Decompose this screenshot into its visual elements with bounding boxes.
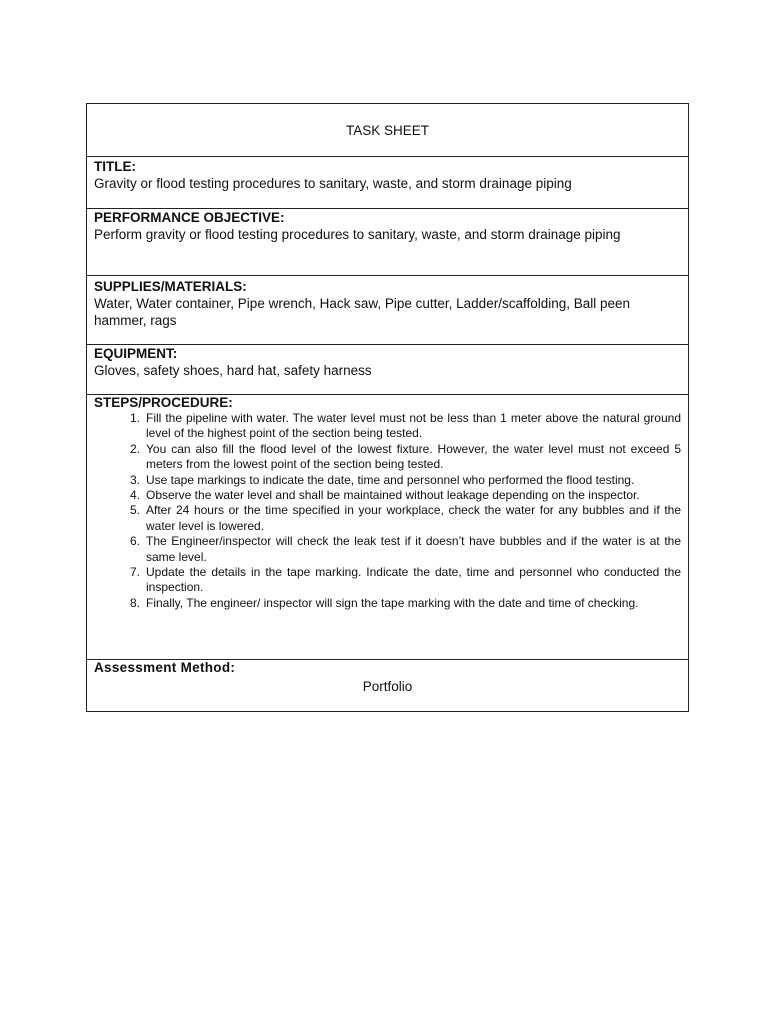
performance-objective-section: [87, 209, 688, 276]
equipment-section: [87, 345, 688, 395]
task-sheet-heading-row: [87, 104, 688, 157]
step-item: The Engineer/inspector will check the leak test if it doesn’t have bubbles and if the water is at the same level.: [146, 534, 681, 564]
steps-procedure-label: STEPS/PROCEDURE:: [94, 395, 233, 410]
assessment-method-section: [87, 660, 688, 711]
equipment-text: Gloves, safety shoes, hard hat, safety harness: [94, 363, 372, 378]
title-section: [87, 157, 688, 209]
step-item: After 24 hours or the time specified in your workplace, check the water for any bubbles and if the water level is lowered.: [146, 503, 681, 533]
equipment-label: EQUIPMENT:: [94, 346, 178, 361]
assessment-method-label: Assessment Method:: [94, 660, 236, 675]
step-item: You can also fill the flood level of the lowest fixture. However, the water level must not exceed 5 meters from the lowest point of the section being tested.: [146, 441, 681, 472]
task-sheet-table: [86, 103, 689, 712]
assessment-method-value: Portfolio: [362, 679, 413, 694]
title-text: Gravity or flood testing procedures to sanitary, waste, and storm drainage piping: [94, 176, 572, 191]
step-item: Use tape markings to indicate the date, time and personnel who performed the flood testing.: [146, 472, 635, 487]
step-item: Fill the pipeline with water. The water level must not be less than 1 meter above the natural ground level of the highest point of the section being tested.: [146, 411, 681, 441]
supplies-materials-label: SUPPLIES/MATERIALS:: [94, 279, 247, 294]
step-item: Finally, The engineer/ inspector will sign the tape marking with the date and time of checking.: [146, 595, 639, 610]
performance-objective-text: Perform gravity or flood testing procedures to sanitary, waste, and storm drainage piping: [94, 227, 621, 242]
step-item: Update the details in the tape marking. Indicate the date, time and personnel who conducted the inspection.: [146, 565, 681, 595]
steps-list: [94, 411, 681, 611]
step-item: Observe the water level and shall be maintained without leakage depending on the inspector.: [146, 488, 640, 503]
supplies-materials-section: [87, 276, 688, 345]
steps-procedure-section: [87, 395, 688, 660]
performance-objective-label: PERFORMANCE OBJECTIVE:: [94, 210, 285, 225]
task-sheet-heading: TASK SHEET: [345, 122, 430, 138]
title-label: TITLE:: [94, 159, 136, 174]
supplies-materials-text: Water, Water container, Pipe wrench, Hack saw, Pipe cutter, Ladder/scaffolding, Ball peen hammer, rags: [94, 296, 631, 328]
